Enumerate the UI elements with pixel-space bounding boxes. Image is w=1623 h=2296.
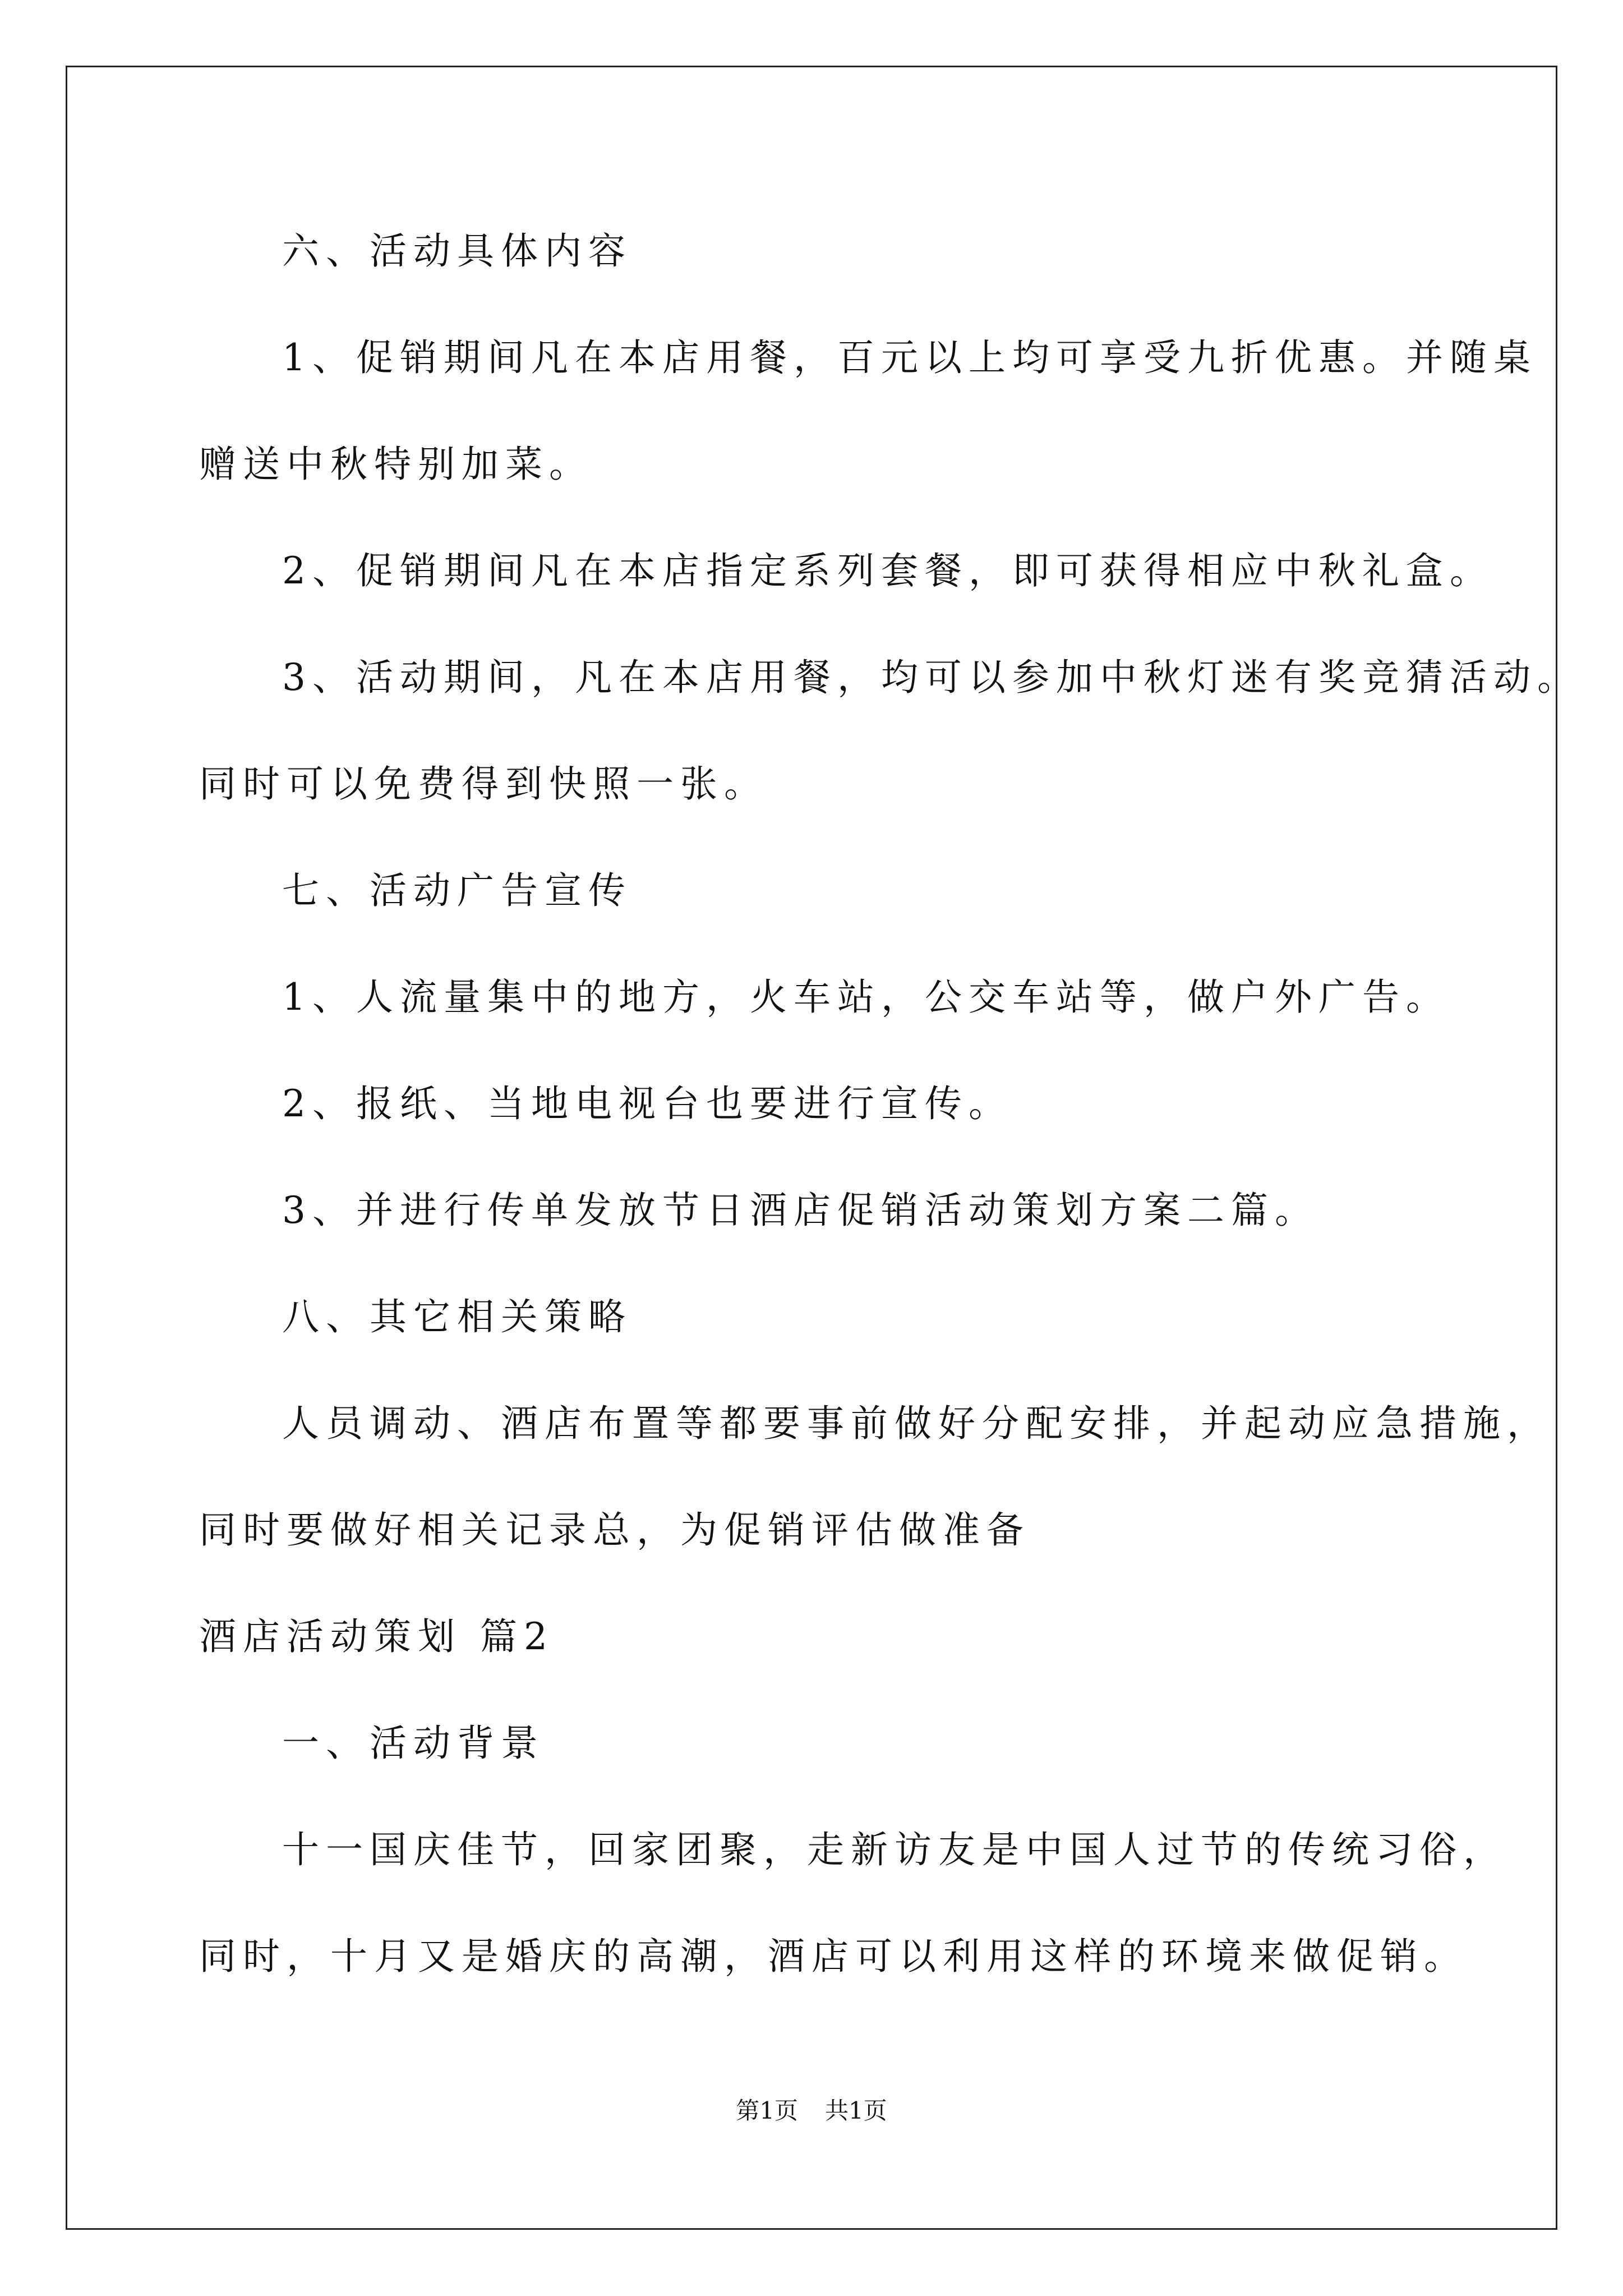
paragraph-line: 同时，十月又是婚庆的高潮，酒店可以利用这样的环境来做促销。 [199,1935,1468,1978]
section-heading-8: 八、其它相关策略 [282,1295,632,1338]
paragraph-line: 2、促销期间凡在本店指定系列套餐，即可获得相应中秋礼盒。 [282,549,1493,592]
section-heading-6: 六、活动具体内容 [282,229,632,273]
page-total: 共1页 [825,2097,887,2124]
paragraph-line: 人员调动、酒店布置等都要事前做好分配安排，并起动应急措施， [282,1402,1551,1445]
section-heading-1: 一、活动背景 [282,1722,545,1765]
paragraph-line: 同时要做好相关记录总，为促销评估做准备 [199,1508,1030,1552]
section-heading-7: 七、活动广告宣传 [282,869,632,912]
paragraph-line: 1、人流量集中的地方，火车站，公交车站等，做户外广告。 [282,976,1450,1019]
paragraph-line: 3、并进行传单发放节日酒店促销活动策划方案二篇。 [282,1189,1318,1232]
page-number: 第1页 [736,2097,798,2124]
paragraph-line: 2、报纸、当地电视台也要进行宣传。 [282,1082,1012,1125]
page-border [66,66,1557,2230]
paragraph-line: 同时可以免费得到快照一张。 [199,762,768,806]
paragraph-line: 3、活动期间，凡在本店用餐，均可以参加中秋灯迷有奖竞猜活动。 [282,656,1581,699]
article-title: 酒店活动策划 篇2 [199,1615,554,1658]
page-footer [0,2094,1623,2128]
paragraph-line: 十一国庆佳节，回家团聚，走新访友是中国人过节的传统习俗， [282,1828,1507,1871]
paragraph-line: 1、促销期间凡在本店用餐，百元以上均可享受九折优惠。并随桌 [282,336,1537,379]
paragraph-line: 赠送中秋特别加菜。 [199,443,593,486]
